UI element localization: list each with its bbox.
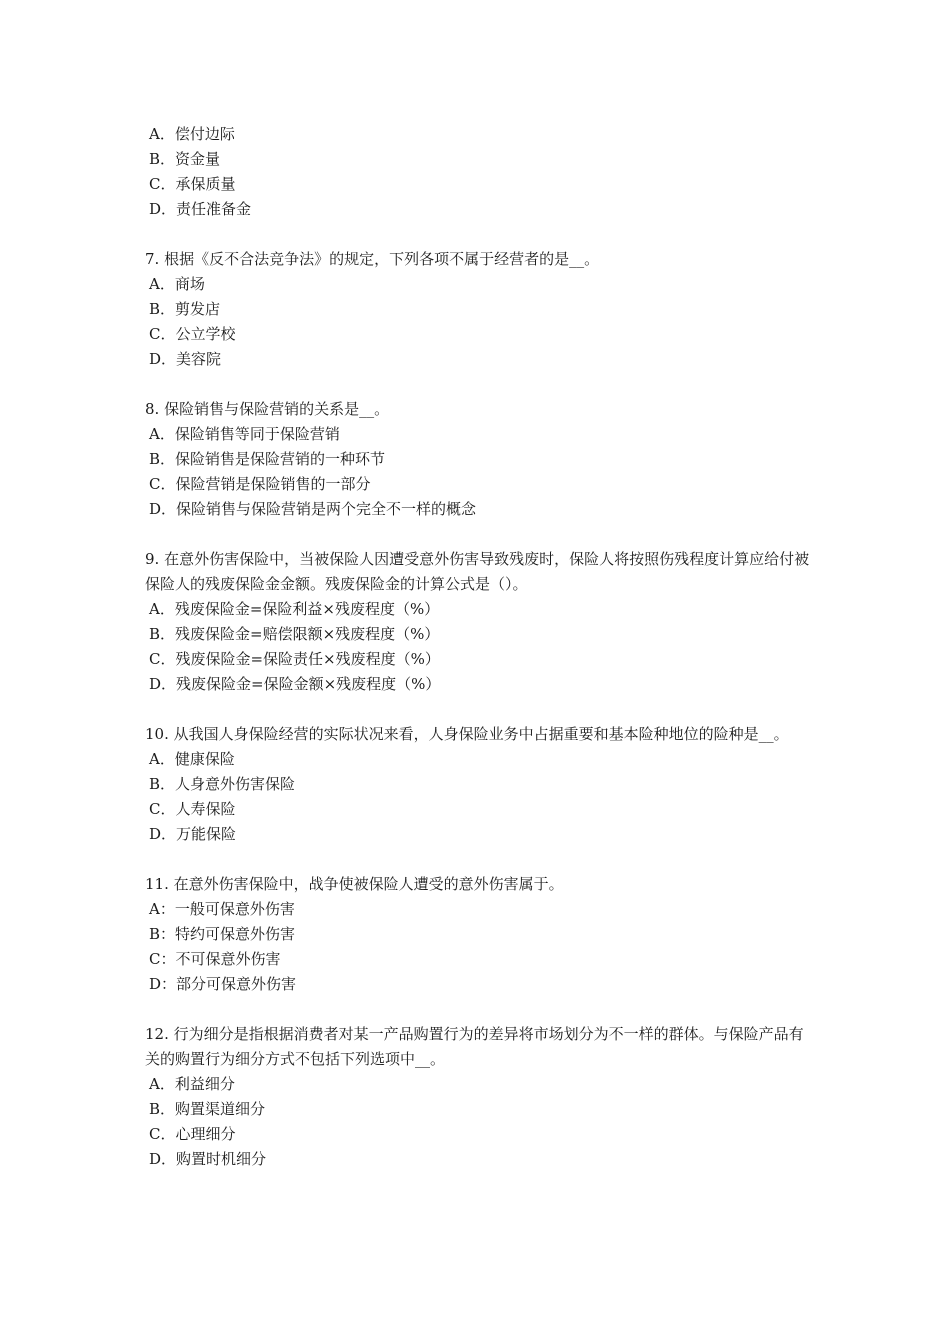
option-d: D：部分可保意外伤害 (149, 975, 297, 993)
option-c: C：不可保意外伤害 (149, 950, 281, 968)
question-block-11 (145, 872, 810, 997)
option-c: C．心理细分 (149, 1125, 236, 1143)
option-d: D．万能保险 (149, 825, 237, 843)
question-text: 11. 在意外伤害保险中，战争使被保险人遭受的意外伤害属于。 (145, 875, 564, 893)
document-page (145, 122, 810, 1197)
question-text: 9. 在意外伤害保险中，当被保险人因遭受意外伤害导致残废时，保险人将按照伤残程度计算应给付被保险人的残废保险金金额。残废保险金的计算公式是（）。 (145, 550, 810, 593)
option-d: D．购置时机细分 (149, 1150, 267, 1168)
option-a: A．健康保险 (149, 750, 235, 768)
option-a: A：一般可保意外伤害 (149, 900, 295, 918)
question-block-12 (145, 1022, 810, 1172)
option-b: B．剪发店 (149, 300, 221, 318)
option-c: C．承保质量 (149, 175, 236, 193)
option-d: D．责任准备金 (149, 200, 252, 218)
question-block-6 (145, 122, 810, 222)
question-text: 7. 根据《反不合法竞争法》的规定，下列各项不属于经营者的是__。 (145, 250, 600, 268)
question-text: 12. 行为细分是指根据消费者对某一产品购置行为的差异将市场划分为不一样的群体。与保险产品有关的购置行为细分方式不包括下列选项中__。 (145, 1025, 804, 1068)
option-b: B．购置渠道细分 (149, 1100, 266, 1118)
question-text: 8. 保险销售与保险营销的关系是__。 (145, 400, 390, 418)
option-d: D．美容院 (149, 350, 222, 368)
option-b: B．资金量 (149, 150, 221, 168)
option-a: A．利益细分 (149, 1075, 235, 1093)
option-a: A．保险销售等同于保险营销 (149, 425, 340, 443)
question-block-8 (145, 397, 810, 522)
option-b: B．保险销售是保险营销的一种环节 (149, 450, 386, 468)
option-a: A．偿付边际 (149, 125, 235, 143)
option-d: D．保险销售与保险营销是两个完全不一样的概念 (149, 500, 477, 518)
question-block-9 (145, 547, 810, 697)
option-c: C．公立学校 (149, 325, 236, 343)
question-block-10 (145, 722, 810, 847)
question-text: 10. 从我国人身保险经营的实际状况来看，人身保险业务中占据重要和基本险种地位的险种是__。 (145, 725, 789, 743)
question-block-7 (145, 247, 810, 372)
option-a: A．残废保险金=保险利益×残废程度（%） (149, 600, 440, 618)
option-a: A．商场 (149, 275, 205, 293)
option-c: C．人寿保险 (149, 800, 236, 818)
option-b: B．人身意外伤害保险 (149, 775, 296, 793)
option-b: B．残废保险金=赔偿限额×残废程度（%） (149, 625, 440, 643)
option-d: D．残废保险金=保险金额×残废程度（%） (149, 675, 441, 693)
option-c: C．残废保险金=保险责任×残废程度（%） (149, 650, 440, 668)
option-b: B：特约可保意外伤害 (149, 925, 296, 943)
option-c: C．保险营销是保险销售的一部分 (149, 475, 371, 493)
